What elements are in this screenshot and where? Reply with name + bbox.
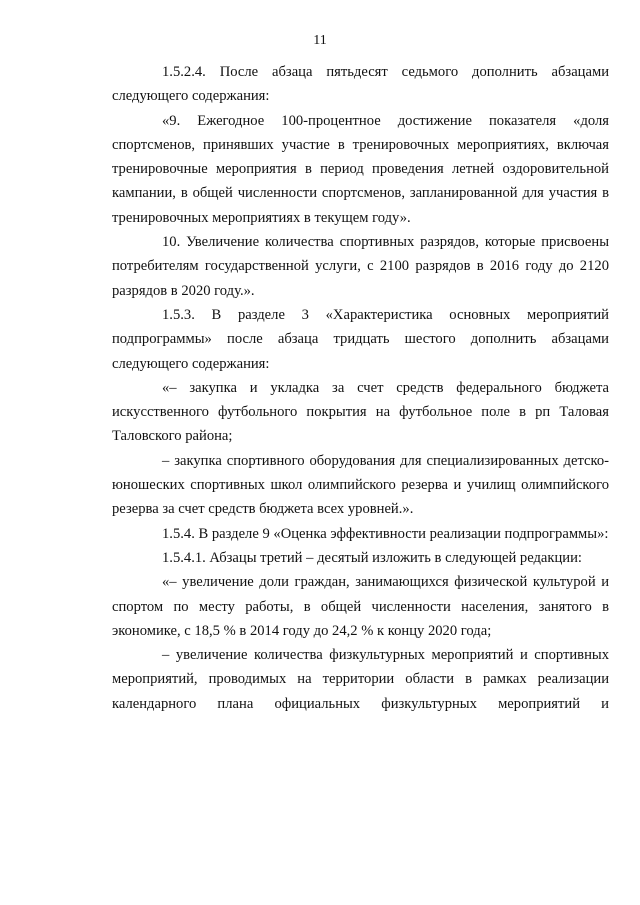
document-body <box>112 60 609 716</box>
paragraph-1-5-2-4: 1.5.2.4. После абзаца пятьдесят седьмого дополнить абзацами следующего содержания: <box>112 64 609 105</box>
paragraph-1-5-3: 1.5.3. В разделе 3 «Характеристика основных мероприятий подпрограммы» после абзаца тридцать шестого дополнить абзацами следующего содержания: <box>112 306 609 372</box>
paragraph-sports-equipment: – закупка спортивного оборудования для специализированных детско-юношеских спортивных школ олимпийского резерва и училищ олимпийского резерва за счет средств бюджета всех уровней.». <box>112 452 609 518</box>
paragraph-item-10: 10. Увеличение количества спортивных разрядов, которые присвоены потребителям государственной услуги, с 2100 разрядов в 2016 году до 2120 разрядов в 2020 году.». <box>112 234 609 299</box>
page-number: 11 <box>313 33 327 48</box>
paragraph-1-5-4-1: 1.5.4.1. Абзацы третий – десятый изложить в следующей редакции: <box>162 549 582 566</box>
paragraph-sports-events-count: – увеличение количества физкультурных мероприятий и спортивных мероприятий, проводимых на территории области в рамках реализации календарного плана официальных физкультурных мероприятий и <box>112 647 609 712</box>
paragraph-workplace-sport-share: «– увеличение доли граждан, занимающихся физической культурой и спортом по месту работы, в общей численности населения, занятого в экономике, с 18,5 % в 2014 году до 24,2 % к концу 2020 года; <box>112 574 609 639</box>
paragraph-1-5-4: 1.5.4. В разделе 9 «Оценка эффективности реализации подпрограммы»: <box>162 525 609 542</box>
paragraph-item-9: «9. Ежегодное 100-процентное достижение показателя «доля спортсменов, принявших участие в тренировочных мероприятиях, включая тренировочные мероприятия в период проведения летней оздоровительной кампании, в общей численности спортсменов, запланированной для участия в тренировочных мероприятиях в текущем году». <box>112 112 609 226</box>
paragraph-football-field: «– закупка и укладка за счет средств федерального бюджета искусственного футбольного покрытия на футбольное поле в рп Таловая Таловского района; <box>112 379 609 445</box>
